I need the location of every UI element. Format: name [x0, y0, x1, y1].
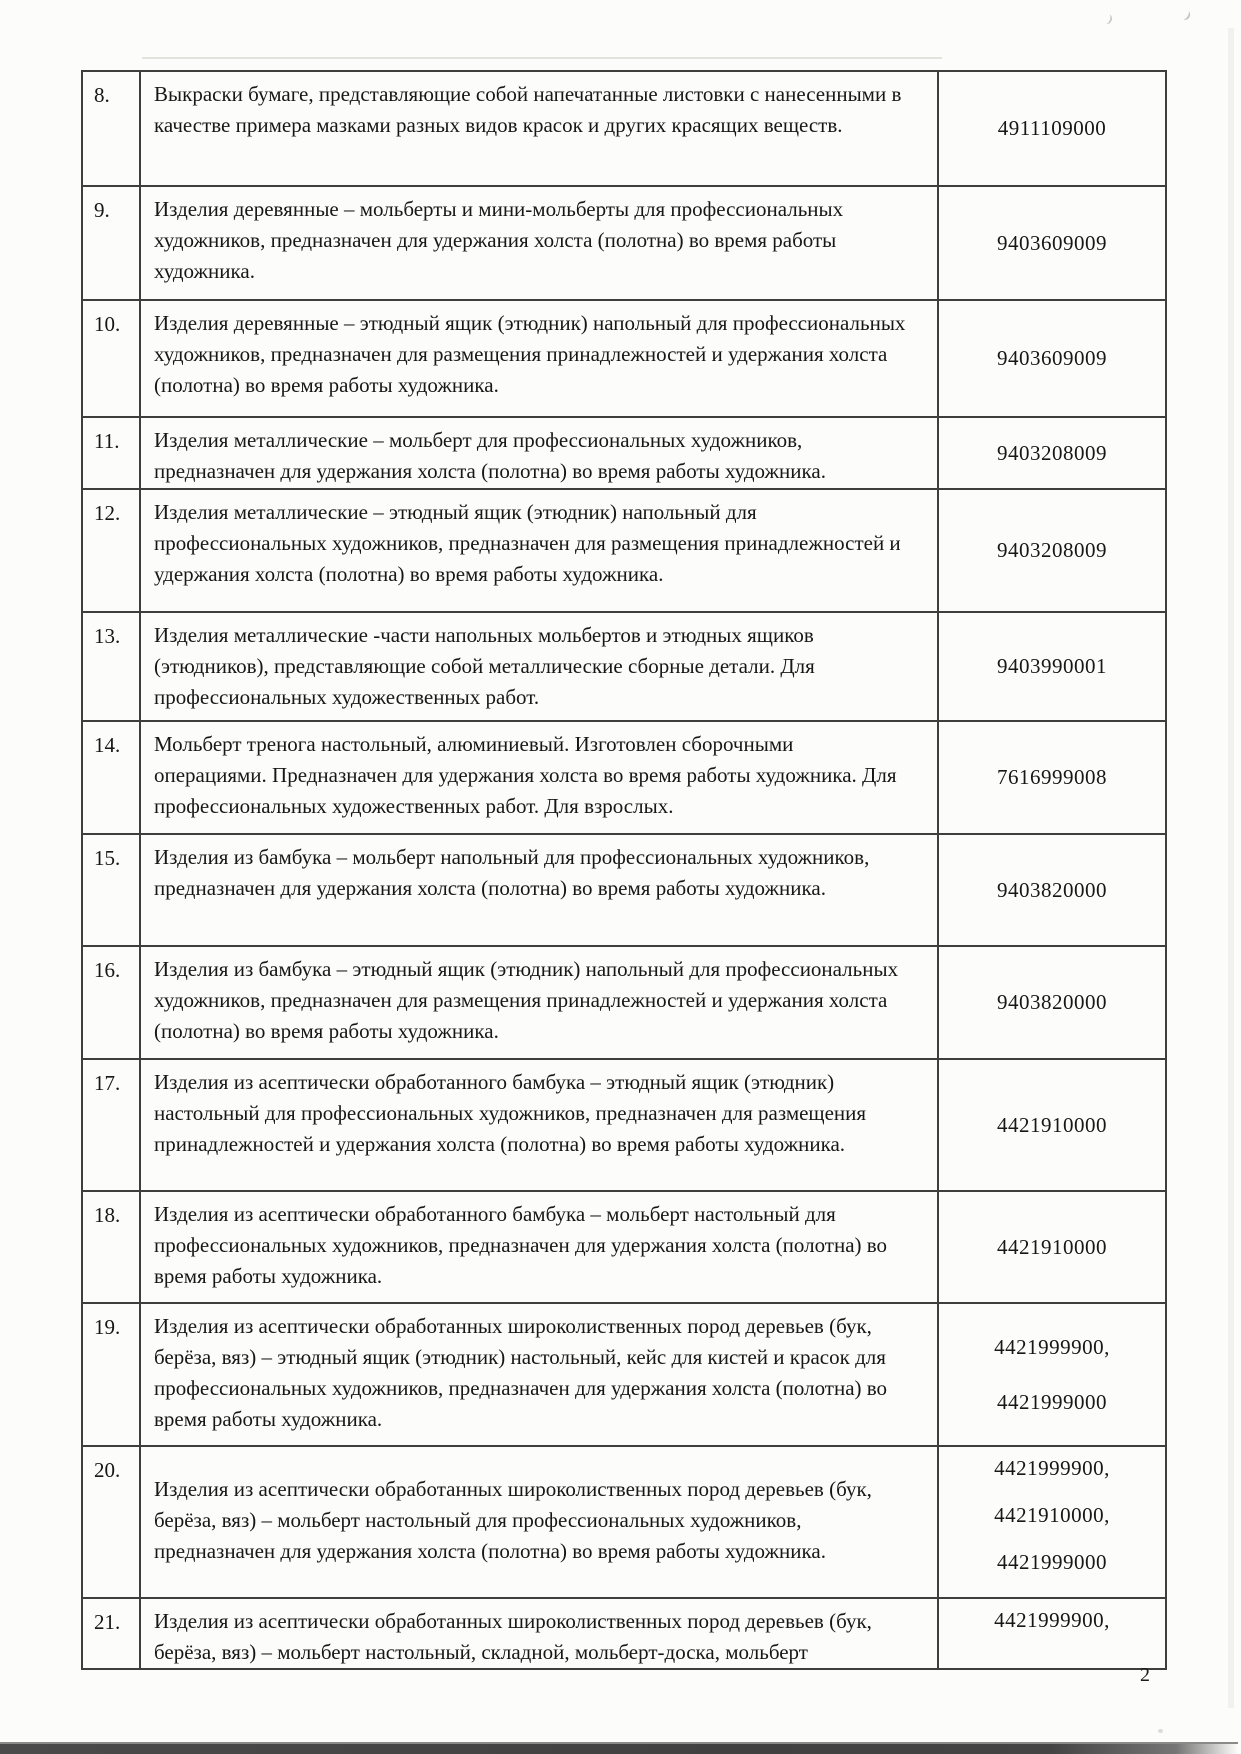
description-cell: Изделия из асептически обработанного бамбука – мольберт настольный для профессиональных художников, предназначен для удержания холста (полотна) во время работы художника.	[140, 1191, 938, 1303]
hs-code: 4911109000	[997, 116, 1107, 140]
row-number-cell: 8.	[82, 71, 140, 186]
code-cell	[938, 946, 1166, 1059]
hs-code: 4421999900,	[994, 1608, 1110, 1632]
table-row	[82, 1446, 1166, 1598]
row-number-cell: 18.	[82, 1191, 140, 1303]
code-cell	[938, 300, 1166, 417]
table-row	[82, 834, 1166, 946]
description-cell: Мольберт тренога настольный, алюминиевый. Изготовлен сборочными операциями. Предназначен для удержания холста во время работы художника. Для профессиональных художественных работ. Для взрослых.	[140, 721, 938, 834]
table-row	[82, 1191, 1166, 1303]
description-cell: Изделия из бамбука – мольберт напольный для профессиональных художников, предназначен для удержания холста (полотна) во время работы художника.	[140, 834, 938, 946]
code-cell	[938, 1303, 1166, 1446]
hs-code: 9403990001	[997, 654, 1107, 678]
row-number-cell: 21.	[82, 1598, 140, 1669]
description-cell: Изделия из асептически обработанных широколиственных пород деревьев (бук, берёза, вяз) – мольберт настольный, складной, мольберт-доска, мольберт	[140, 1598, 938, 1669]
hs-code: 4421910000	[997, 1112, 1107, 1137]
row-number-cell: 16.	[82, 946, 140, 1059]
description-cell: Изделия металлические – мольберт для профессиональных художников, предназначен для удержания холста (полотна) во время работы художника.	[140, 417, 938, 489]
description-cell: Изделия металлические – этюдный ящик (этюдник) напольный для профессиональных художников, предназначен для размещения принадлежностей и удержания холста (полотна) во время работы художника.	[140, 489, 938, 612]
description-cell: Выкраски бумаге, представляющие собой напечатанные листовки с нанесенными в качестве примера мазками разных видов красок и других красящих веществ.	[140, 71, 938, 186]
scan-artifact-mark	[1102, 13, 1114, 25]
hs-code: 9403208009	[997, 440, 1107, 465]
hs-code: 9403609009	[997, 346, 1107, 370]
hs-code: 4421910000	[997, 1234, 1107, 1259]
code-cell	[938, 721, 1166, 834]
hs-code: 4421999000	[997, 1550, 1107, 1574]
description-cell: Изделия деревянные – мольберты и мини-мольберты для профессиональных художников, предназначен для удержания холста (полотна) во время работы художника.	[140, 186, 938, 300]
description-cell: Изделия деревянные – этюдный ящик (этюдник) напольный для профессиональных художников, предназначен для размещения принадлежностей и удержания холста (полотна) во время работы художника.	[140, 300, 938, 417]
scan-speck	[1158, 1729, 1163, 1733]
hs-code: 9403820000	[997, 877, 1107, 902]
row-number-cell: 11.	[82, 417, 140, 489]
row-number-cell: 10.	[82, 300, 140, 417]
code-cell	[938, 612, 1166, 721]
code-cell	[938, 417, 1166, 489]
table-row	[82, 721, 1166, 834]
hs-code: 7616999008	[997, 765, 1107, 789]
row-number-cell: 20.	[82, 1446, 140, 1598]
scan-artifact-mark	[1179, 8, 1192, 21]
table-row	[82, 1598, 1166, 1669]
row-number-cell: 15.	[82, 834, 140, 946]
table-row	[82, 186, 1166, 300]
table-row	[82, 1059, 1166, 1191]
description-cell: Изделия из бамбука – этюдный ящик (этюдник) напольный для профессиональных художников, предназначен для размещения принадлежностей и удержания холста (полотна) во время работы художника.	[140, 946, 938, 1059]
hs-code: 9403609009	[997, 230, 1107, 255]
code-cell	[938, 71, 1166, 186]
code-cell	[938, 1191, 1166, 1303]
code-cell	[938, 186, 1166, 300]
row-number-cell: 9.	[82, 186, 140, 300]
table-row	[82, 1303, 1166, 1446]
code-cell	[938, 1446, 1166, 1598]
table-row	[82, 417, 1166, 489]
table-row	[82, 71, 1166, 186]
hs-code: 4421999900,	[994, 1334, 1110, 1359]
hs-code: 4421999900,	[994, 1456, 1110, 1480]
hs-code: 4421999000	[997, 1389, 1107, 1414]
hs-code: 9403820000	[997, 990, 1107, 1014]
description-cell: Изделия из асептически обработанного бамбука – этюдный ящик (этюдник) настольный для профессиональных художников, предназначен для размещения принадлежностей и удержания холста (полотна) во время работы художника.	[140, 1059, 938, 1191]
scan-bottom-band	[0, 1742, 1238, 1754]
row-number-cell: 17.	[82, 1059, 140, 1191]
code-cell	[938, 834, 1166, 946]
paper-edge-shadow	[1228, 28, 1234, 1708]
table-row	[82, 300, 1166, 417]
code-cell	[938, 1059, 1166, 1191]
row-number-cell: 14.	[82, 721, 140, 834]
hs-code: 9403208009	[997, 538, 1107, 562]
description-cell: Изделия металлические -части напольных мольбертов и этюдных ящиков (этюдников), представляющие собой металлические сборные детали. Для профессиональных художественных работ.	[140, 612, 938, 721]
hs-code: 4421910000,	[994, 1503, 1110, 1527]
row-number-cell: 12.	[82, 489, 140, 612]
table-row	[82, 946, 1166, 1059]
row-number-cell: 13.	[82, 612, 140, 721]
table-row	[82, 489, 1166, 612]
scan-ghost-line	[142, 57, 942, 59]
code-cell	[938, 489, 1166, 612]
description-cell: Изделия из асептически обработанных широколиственных пород деревьев (бук, берёза, вяз) – мольберт настольный для профессиональных художников, предназначен для удержания холста (полотна) во время работы художника.	[140, 1446, 938, 1598]
table-row	[82, 612, 1166, 721]
goods-codes-table	[81, 70, 1167, 1670]
description-cell: Изделия из асептически обработанных широколиственных пород деревьев (бук, берёза, вяз) – этюдный ящик (этюдник) настольный, кейс для кистей и красок для профессиональных художников, предназначен для удержания холста (полотна) во время работы художника.	[140, 1303, 938, 1446]
row-number-cell: 19.	[82, 1303, 140, 1446]
code-cell	[938, 1598, 1166, 1669]
page-number: 2	[1140, 1664, 1150, 1686]
